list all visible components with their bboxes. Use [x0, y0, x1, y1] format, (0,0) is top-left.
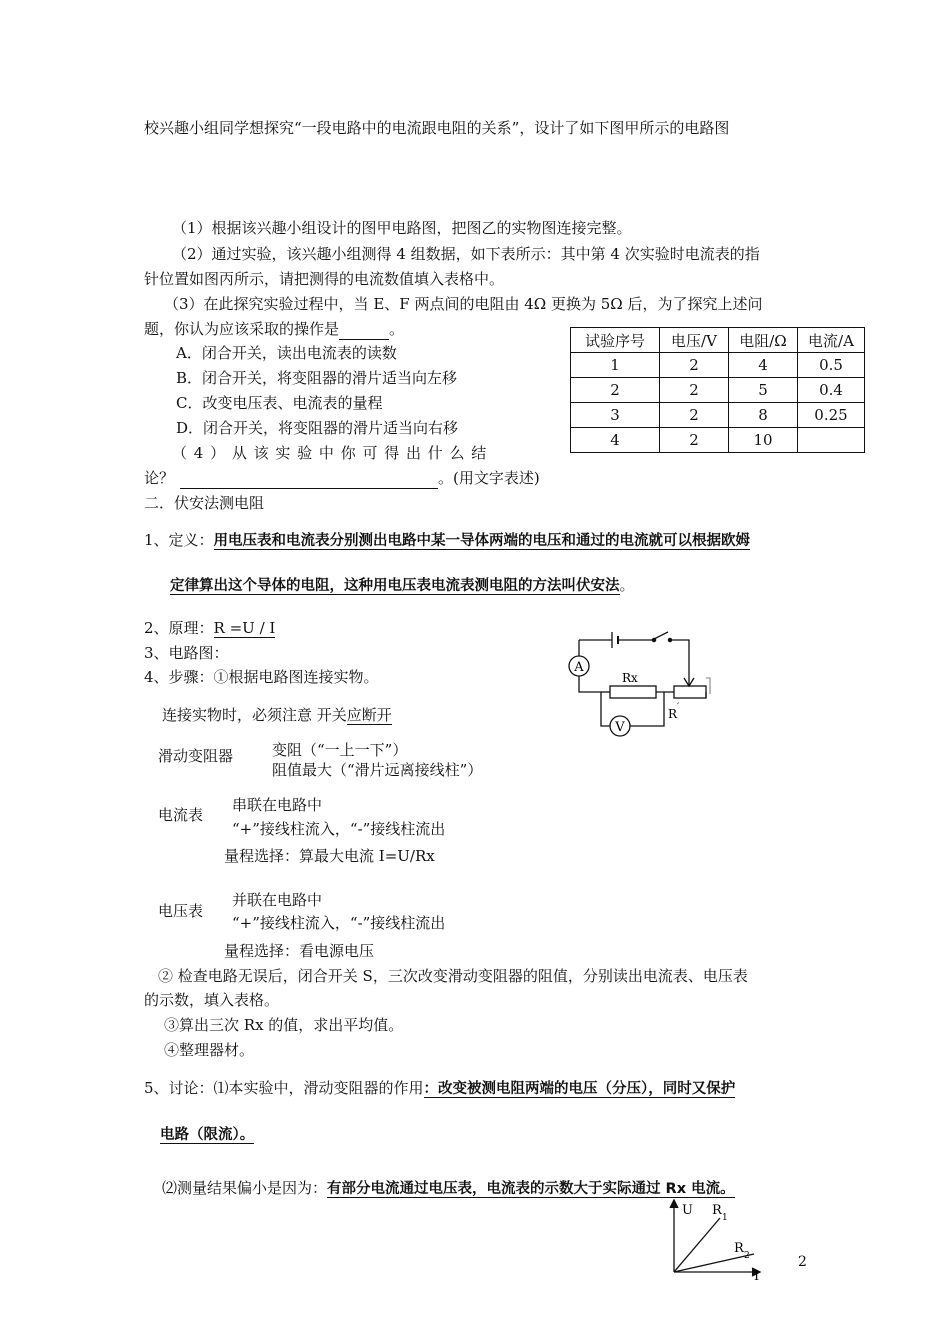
table-header: 电压/V [660, 328, 729, 353]
voltmeter-note-3: 量程选择：看电源电压 [224, 942, 375, 960]
option-d: D．闭合开关，将变阻器的滑片适当向右移 [176, 419, 459, 437]
table-row [571, 353, 865, 378]
principle-line [144, 618, 275, 638]
question-4-suffix: 。(用文字表述) [438, 469, 540, 487]
y-axis-label: U [682, 1203, 693, 1218]
table-cell: 10 [729, 428, 798, 453]
option-b: B．闭合开关，将变阻器的滑片适当向左移 [176, 369, 458, 387]
principle-label: 2、原理： [144, 619, 214, 637]
voltmeter-note-1: 并联在电路中 [232, 891, 323, 909]
table-row [571, 403, 865, 428]
table-header-row [571, 328, 865, 353]
rheostat-label-r: R [668, 707, 678, 721]
rx-label: Rx [622, 671, 638, 685]
ammeter-note-1: 串联在电路中 [232, 796, 323, 814]
question-2-line-1: （2）通过实验，该兴趣小组测得 4 组数据，如下表所示：其中第 4 次实验时电流表的指 [172, 245, 760, 263]
ammeter-note-3: 量程选择：算最大电流 I=U/Rx [224, 847, 435, 865]
discussion-1-text: ：改变被测电阻两端的电压（分压），同时又保护 [423, 1081, 736, 1097]
discussion-2-label: ⑵测量结果偏小是因为： [162, 1179, 328, 1197]
table-cell: 2 [571, 378, 660, 403]
ammeter-note-2: “+”接线柱流入，“-”接线柱流出 [232, 820, 446, 838]
line-r2-label: R [734, 1241, 744, 1256]
table-cell: 0.5 [798, 353, 865, 378]
table-header: 电阻/Ω [729, 328, 798, 353]
line-r1 [674, 1218, 720, 1272]
steps-label: 4、步骤：①根据电路图连接实物。 [144, 668, 379, 686]
discussion-2-text: 有部分电流通过电压表，电流表的示数大于实际通过 Rx 电流。 [327, 1181, 735, 1197]
u-i-graph [664, 1196, 776, 1280]
line-r1-label: R [712, 1203, 722, 1218]
table-cell: 2 [660, 353, 729, 378]
intro-text: 校兴趣小组同学想探究“一段电路中的电流跟电阻的关系”，设计了如下图甲所示的电路图 [144, 119, 730, 137]
table-row [571, 428, 865, 453]
circuit-label: 3、电路图： [144, 644, 229, 662]
table-cell: 2 [660, 428, 729, 453]
step-3: ③算出三次 Rx 的值，求出平均值。 [164, 1016, 404, 1034]
x-axis-label: I [754, 1269, 760, 1280]
discussion-1-label: 5、讨论：⑴本实验中，滑动变阻器的作用 [144, 1079, 424, 1097]
step-2-line-2: 的示数，填入表格。 [144, 991, 280, 1009]
definition-text-2: 定律算出这个导体的电阻，这种用电压表电流表测电阻的方法叫伏安法 [170, 578, 620, 594]
definition-line-2 [170, 575, 635, 596]
line-r2-subscript: 2 [744, 1251, 750, 1261]
table-cell: 5 [729, 378, 798, 403]
table-cell: 3 [571, 403, 660, 428]
ammeter-label: 电流表 [158, 806, 204, 824]
table-cell: 0.4 [798, 378, 865, 403]
switch-open-note: 应断开 [346, 706, 392, 724]
prime-mark: ′ [677, 702, 680, 713]
question-4-line-1: （ 4 ） 从 该 实 验 中 你 可 得 出 什 么 结 [172, 444, 487, 462]
table-cell: 4 [571, 428, 660, 453]
discussion-1-line-2 [160, 1124, 254, 1145]
voltmeter-letter: V [615, 720, 625, 735]
circuit-diagram [556, 628, 726, 748]
definition-text-1: 用电压表和电流表分别测出电路中某一导体两端的电压和通过的电流就可以根据欧姆 [213, 533, 751, 549]
question-2-line-2: 针位置如图丙所示，请把测得的电流数值填入表格中。 [144, 270, 505, 288]
table-row [571, 378, 865, 403]
table-cell: 2 [660, 378, 729, 403]
principle-formula: R =U / I [213, 619, 276, 637]
question-1: （1）根据该兴趣小组设计的图甲电路图，把图乙的实物图连接完整。 [172, 219, 632, 237]
table-header: 试验序号 [571, 328, 660, 353]
discussion-1-text-2: 电路（限流）。 [160, 1127, 255, 1143]
step-2-line-1: ② 检查电路无误后，闭合开关 S，三次改变滑动变阻器的阻值，分别读出电流表、电压表 [158, 967, 748, 985]
section-2-title: 二．伏安法测电阻 [144, 494, 265, 512]
table-cell: 4 [729, 353, 798, 378]
line-r1-subscript: 1 [722, 1213, 728, 1223]
table-cell: 1 [571, 353, 660, 378]
question-3-line-2 [144, 319, 404, 340]
question-3-line-1: （3）在此探究实验过程中，当 E、F 两点间的电阻由 4Ω 更换为 5Ω 后，为了探究上述问 [164, 295, 763, 313]
table-cell: 0.25 [798, 403, 865, 428]
option-a: A．闭合开关，读出电流表的读数 [176, 344, 397, 362]
answer-blank[interactable] [339, 319, 389, 340]
table-cell: 8 [729, 403, 798, 428]
question-3-end: 。 [389, 320, 405, 338]
rheostat-note-2: 阻值最大（“滑片远离接线柱”） [272, 761, 483, 779]
connect-text: 连接实物时，必须注意 开关 [162, 706, 347, 724]
conclusion-blank[interactable] [180, 468, 438, 489]
step-4: ④整理器材。 [164, 1041, 255, 1059]
rheostat-note-1: 变阻（“一上一下”） [272, 741, 408, 759]
option-c: C．改变电压表、电流表的量程 [176, 394, 383, 412]
line-r2 [674, 1254, 754, 1272]
rheostat-label: 滑动变阻器 [158, 747, 234, 765]
discussion-2-line [162, 1178, 735, 1199]
voltmeter-note-2: “+”接线柱流入，“-”接线柱流出 [232, 914, 446, 932]
ammeter-letter: A [574, 660, 584, 675]
table-cell-empty[interactable] [798, 428, 865, 453]
voltmeter-label: 电压表 [158, 902, 204, 920]
definition-line-1 [144, 530, 750, 551]
question-3-text: 题，你认为应该采取的操作是 [144, 320, 340, 338]
table-cell: 2 [660, 403, 729, 428]
definition-label: 1、定义： [144, 531, 214, 549]
discussion-1-line-1 [144, 1078, 735, 1099]
definition-end: 。 [619, 576, 635, 594]
data-table [570, 327, 865, 453]
question-4-prefix: 论？ [144, 469, 175, 487]
table-header: 电流/A [798, 328, 865, 353]
question-4-line-2 [144, 468, 540, 489]
connect-note [162, 705, 392, 725]
page-number: 2 [798, 1254, 807, 1270]
